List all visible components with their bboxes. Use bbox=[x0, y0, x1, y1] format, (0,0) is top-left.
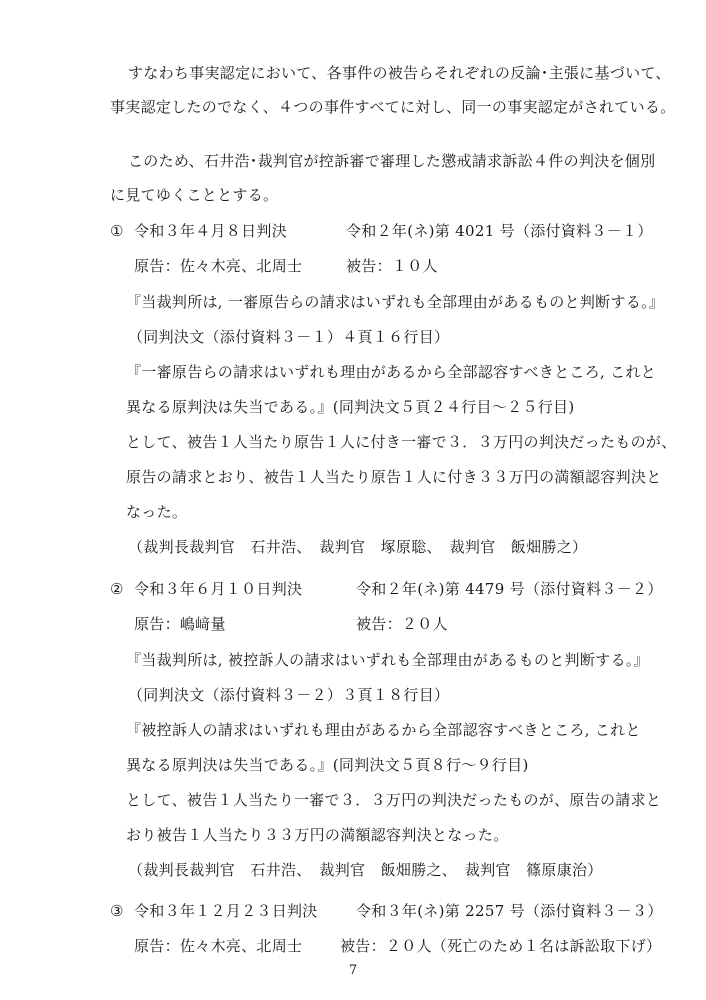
intro-p2-line2: に見てゆくこととする。 bbox=[110, 186, 279, 204]
case2-case-ref: 令和２年(ネ)第 4479 号（添付資料３－２） bbox=[356, 580, 663, 598]
case1-summary-line2: 原告の請求とおり、被告１人当たり原告１人に付き３３万円の満額認容判決と bbox=[126, 468, 662, 486]
case2-summary-line2: おり被告１人当たり３３万円の満額認容判決となった。 bbox=[126, 826, 509, 844]
case2-summary-line1: として、被告１人当たり一審で３．３万円の判決だったものが、原告の請求と bbox=[126, 791, 662, 809]
case2-plaintiff: 原告：嶋﨑量 bbox=[134, 615, 226, 633]
case1-case-ref: 令和２年(ネ)第 4021 号（添付資料３－１） bbox=[346, 222, 653, 240]
case1-number: ① bbox=[110, 222, 124, 240]
case2-quote1-source: （同判決文（添付資料３－２）３頁１８行目） bbox=[128, 686, 450, 704]
case3-number: ③ bbox=[110, 902, 124, 920]
case1-defendant: 被告：１０人 bbox=[346, 257, 438, 275]
case3-date: 令和３年１２月２３日判決 bbox=[134, 902, 318, 920]
case2-date: 令和３年６月１０日判決 bbox=[134, 580, 303, 598]
case1-judges: （裁判長裁判官 石井浩、 裁判官 塚原聡、 裁判官 飯畑勝之） bbox=[128, 538, 588, 556]
case1-quote1-source: （同判決文（添付資料３－１）４頁１６行目） bbox=[128, 328, 450, 346]
case2-number: ② bbox=[110, 580, 124, 598]
case1-summary-line1: として、被告１人当たり原告１人に付き一審で３．３万円の判決だったものが、 bbox=[126, 433, 677, 451]
intro-p1-line1: すなわち事実認定において、各事件の被告らそれぞれの反論･主張に基づいて、 bbox=[128, 64, 671, 82]
case3-defendant: 被告：２０人（死亡のため１名は訴訟取下げ） bbox=[340, 937, 662, 955]
case1-quote2-line2: 異なる原判決は失当である。』(同判決文５頁２４行目～２５行目) bbox=[126, 398, 575, 416]
case2-quote2-line1: 『被控訴人の請求はいずれも理由があるから全部認容すべきところ, これと bbox=[126, 721, 641, 739]
intro-p1-line2: 事実認定したのでなく、４つの事件すべてに対し、同一の事実認定がされている。 bbox=[110, 98, 676, 116]
case2-quote2-line2: 異なる原判決は失当である。』(同判決文５頁８行～９行目) bbox=[126, 756, 529, 774]
case2-quote1: 『当裁判所は, 被控訴人の請求はいずれも全部理由があるものと判断する。』 bbox=[126, 651, 649, 669]
case1-plaintiff: 原告：佐々木亮、北周士 bbox=[134, 257, 303, 275]
case2-defendant: 被告：２０人 bbox=[356, 615, 448, 633]
case3-plaintiff: 原告：佐々木亮、北周士 bbox=[134, 937, 303, 955]
case2-judges: （裁判長裁判官 石井浩、 裁判官 飯畑勝之、 裁判官 篠原康治） bbox=[128, 861, 603, 879]
page-number: 7 bbox=[348, 963, 358, 978]
intro-p2-line1: このため、石井浩･裁判官が控訴審で審理した懲戒請求訴訟４件の判決を個別 bbox=[128, 152, 656, 170]
case3-case-ref: 令和３年(ネ)第 2257 号（添付資料３－３） bbox=[356, 902, 663, 920]
case1-quote2-line1: 『一審原告らの請求はいずれも理由があるから全部認容すべきところ, これと bbox=[126, 363, 657, 381]
case1-summary-line3: なった。 bbox=[126, 503, 188, 521]
case1-quote1: 『当裁判所は, 一審原告らの請求はいずれも全部理由があるものと判断する。』 bbox=[126, 293, 665, 311]
case1-date: 令和３年４月８日判決 bbox=[134, 222, 288, 240]
